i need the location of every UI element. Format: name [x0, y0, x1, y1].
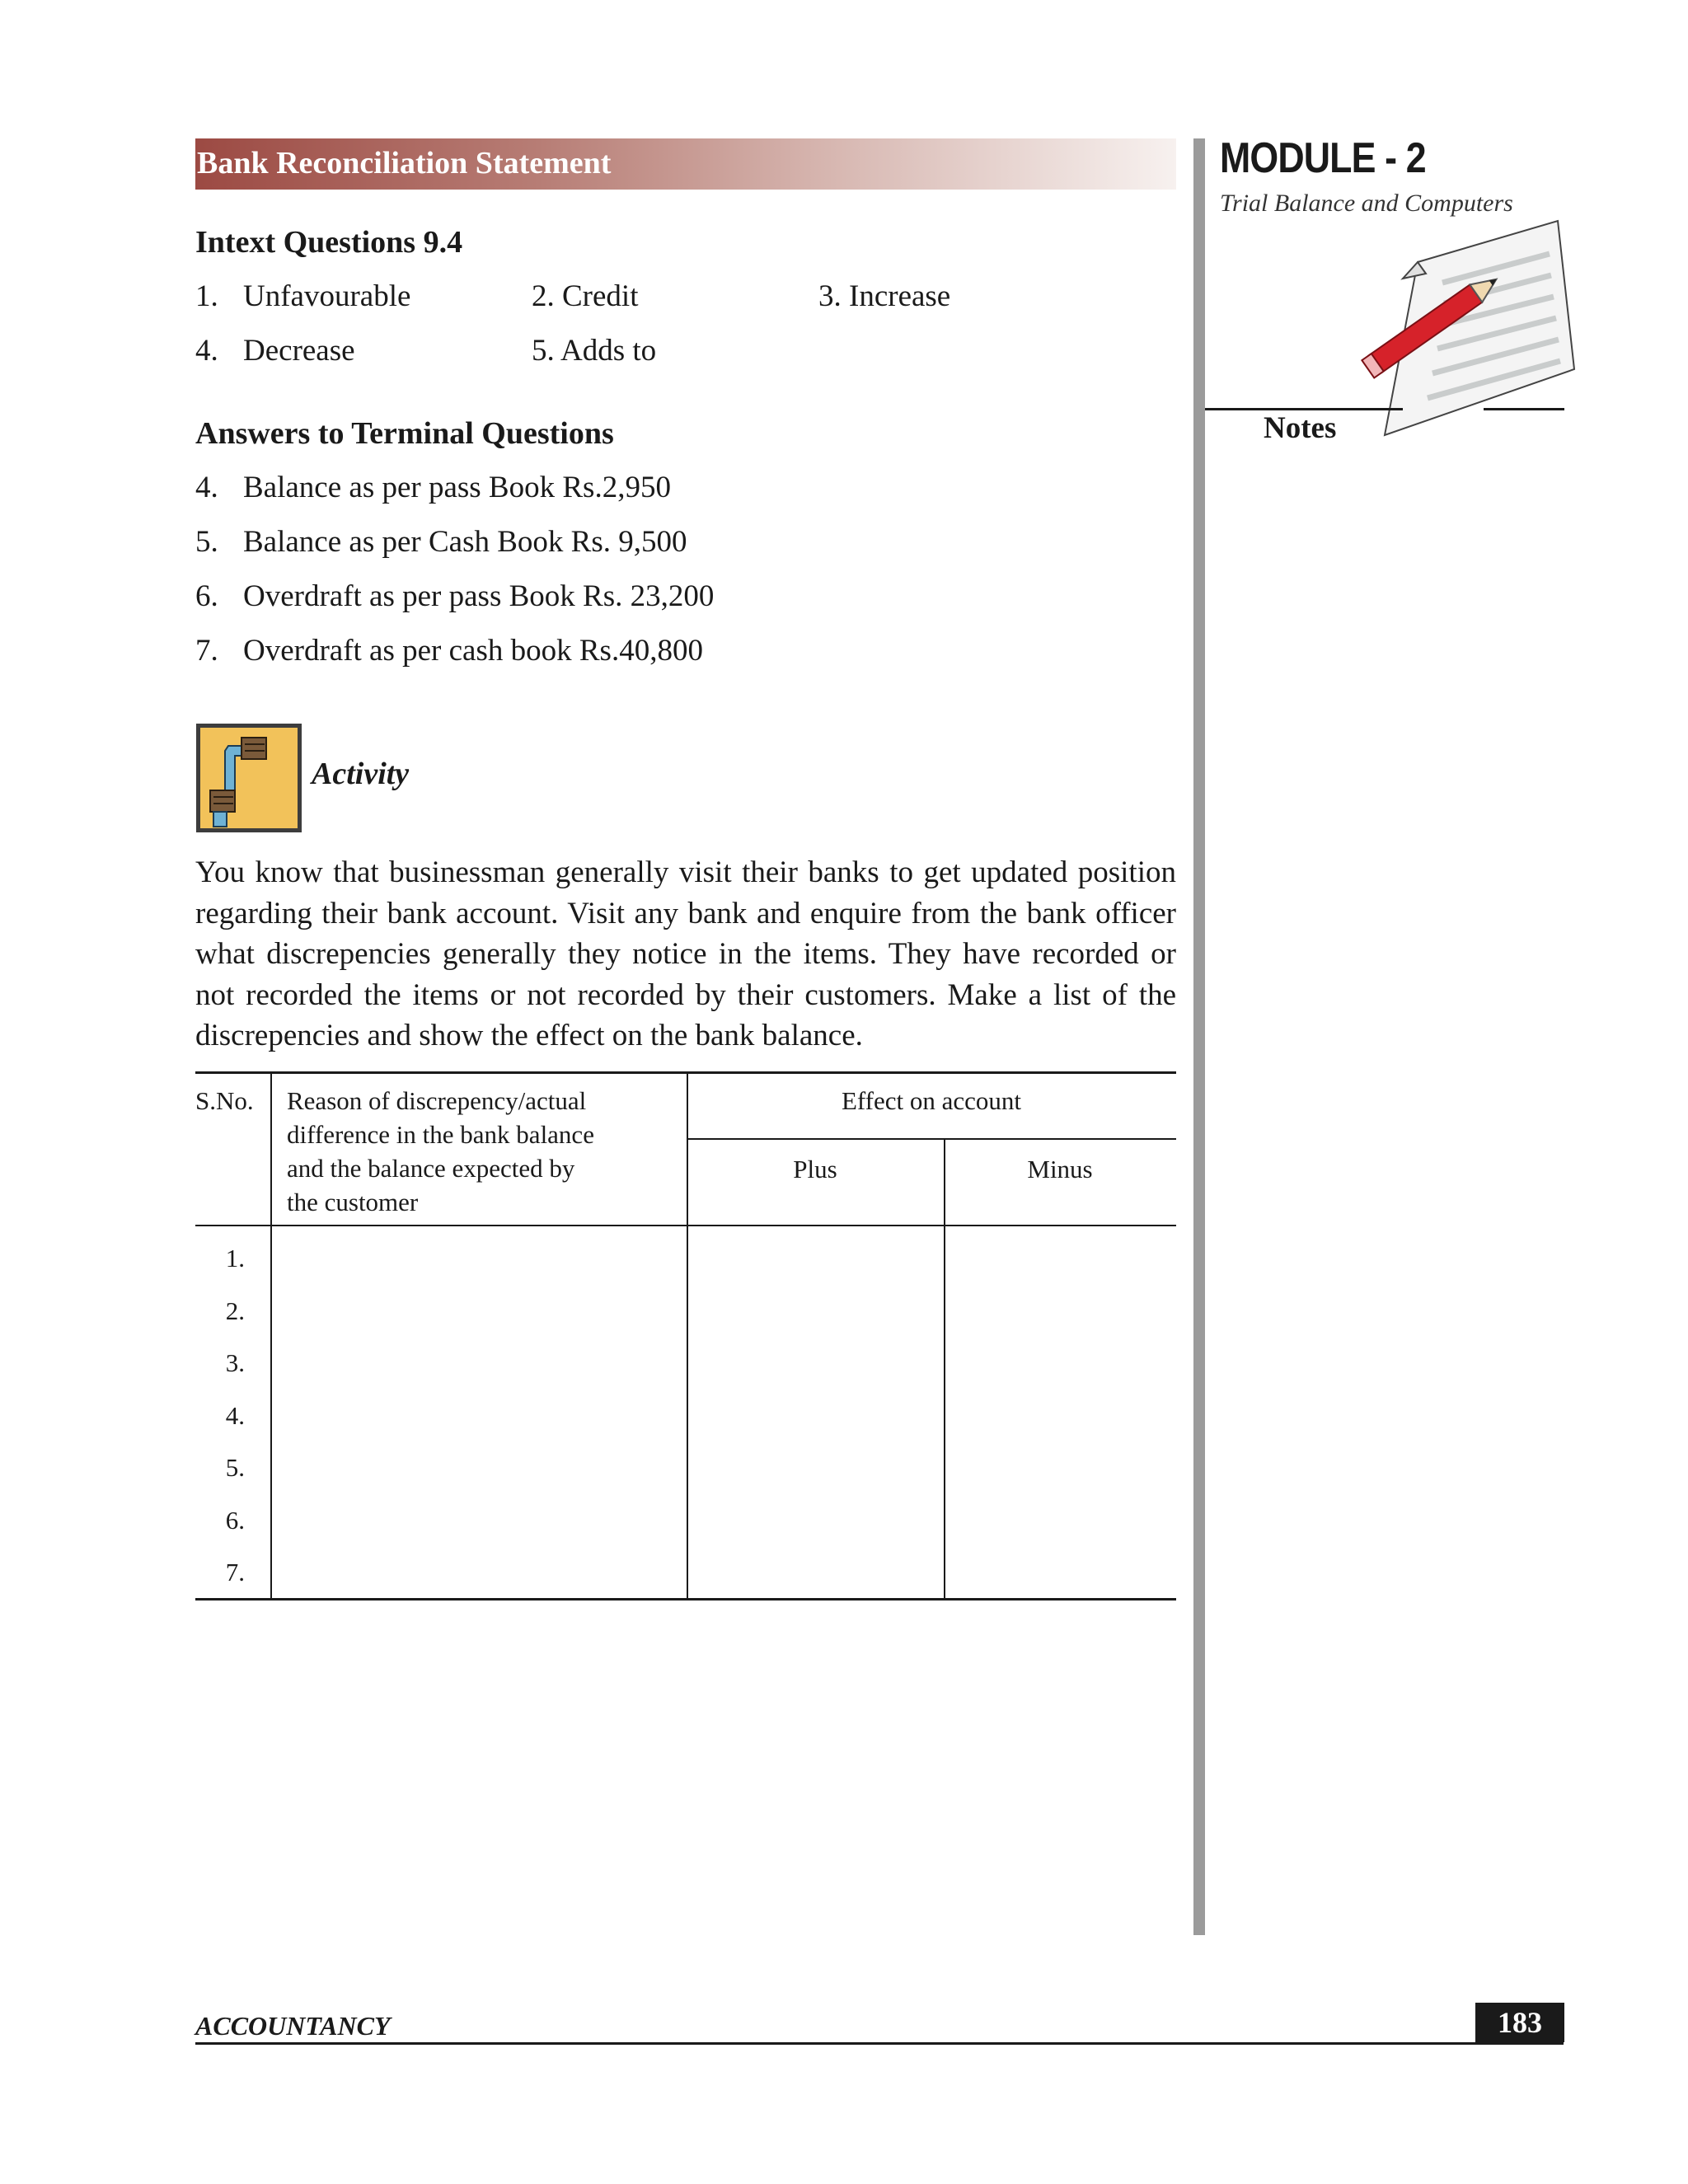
col-reason-header-line-2: difference in the bank balance [287, 1120, 594, 1149]
table-row-number: 4. [225, 1401, 245, 1430]
notes-label: Notes [1264, 411, 1337, 445]
col-sno-header: S.No. [195, 1086, 254, 1115]
col-minus-header: Minus [1027, 1155, 1093, 1183]
footer-rule [195, 2042, 1564, 2045]
discrepancy-table [195, 1071, 1176, 1601]
intext-answer-1: 1. Unfavourable [195, 279, 411, 313]
col-reason-header-line-4: the customer [287, 1188, 419, 1216]
footer-subject: ACCOUNTANCY [195, 2011, 391, 2041]
intext-answer-4: 4. Decrease [195, 334, 355, 368]
intext-answer-2: 2. Credit [532, 279, 639, 313]
terminal-answer-6: 6. Overdraft as per pass Book Rs. 23,200 [195, 579, 715, 613]
intext-answer-3: 3. Increase [818, 279, 951, 313]
sidebar-divider [1193, 138, 1205, 1935]
notes-pencil-icon [1352, 213, 1582, 452]
terminal-answers-heading: Answers to Terminal Questions [195, 416, 614, 451]
chapter-title: Bank Reconciliation Statement [197, 146, 612, 180]
table-row-number: 5. [225, 1453, 245, 1482]
notes-rule-right [1484, 408, 1564, 410]
table-row-number: 3. [225, 1348, 245, 1377]
activity-icon [195, 723, 302, 833]
col-reason-header-line-1: Reason of discrepency/actual [287, 1086, 587, 1115]
module-title: MODULE - 2 [1220, 134, 1426, 182]
table-row-number: 1. [225, 1244, 245, 1272]
table-divider [270, 1074, 272, 1598]
col-plus-header: Plus [793, 1155, 837, 1183]
table-header-rule [195, 1225, 1176, 1226]
table-row-number: 7. [225, 1558, 245, 1586]
terminal-answer-7: 7. Overdraft as per cash book Rs.40,800 [195, 634, 703, 668]
col-effect-header: Effect on account [841, 1086, 1022, 1115]
intext-heading: Intext Questions 9.4 [195, 225, 463, 260]
chapter-banner [195, 138, 1176, 190]
module-subtitle: Trial Balance and Computers [1220, 190, 1513, 217]
terminal-answer-5: 5. Balance as per Cash Book Rs. 9,500 [195, 525, 687, 559]
table-row-number: 2. [225, 1296, 245, 1325]
terminal-answer-4: 4. Balance as per pass Book Rs.2,950 [195, 471, 671, 504]
table-divider [687, 1138, 1176, 1140]
col-reason-header-line-3: and the balance expected by [287, 1154, 575, 1183]
intext-answer-5: 5. Adds to [532, 334, 657, 368]
activity-instructions: You know that businessman generally visit their banks to get updated position regarding their bank account. Visit any bank and enquire from the bank officer what discrepencies generally they notice in the items. They have recorded or not recorded the items or not recorded by their customers. Make a list of the discrepencies and show the effect on the bank balance. [195, 855, 1176, 1052]
page-number: 183 [1475, 2003, 1564, 2042]
activity-label: Activity [312, 757, 410, 791]
table-row-number: 6. [225, 1506, 245, 1535]
